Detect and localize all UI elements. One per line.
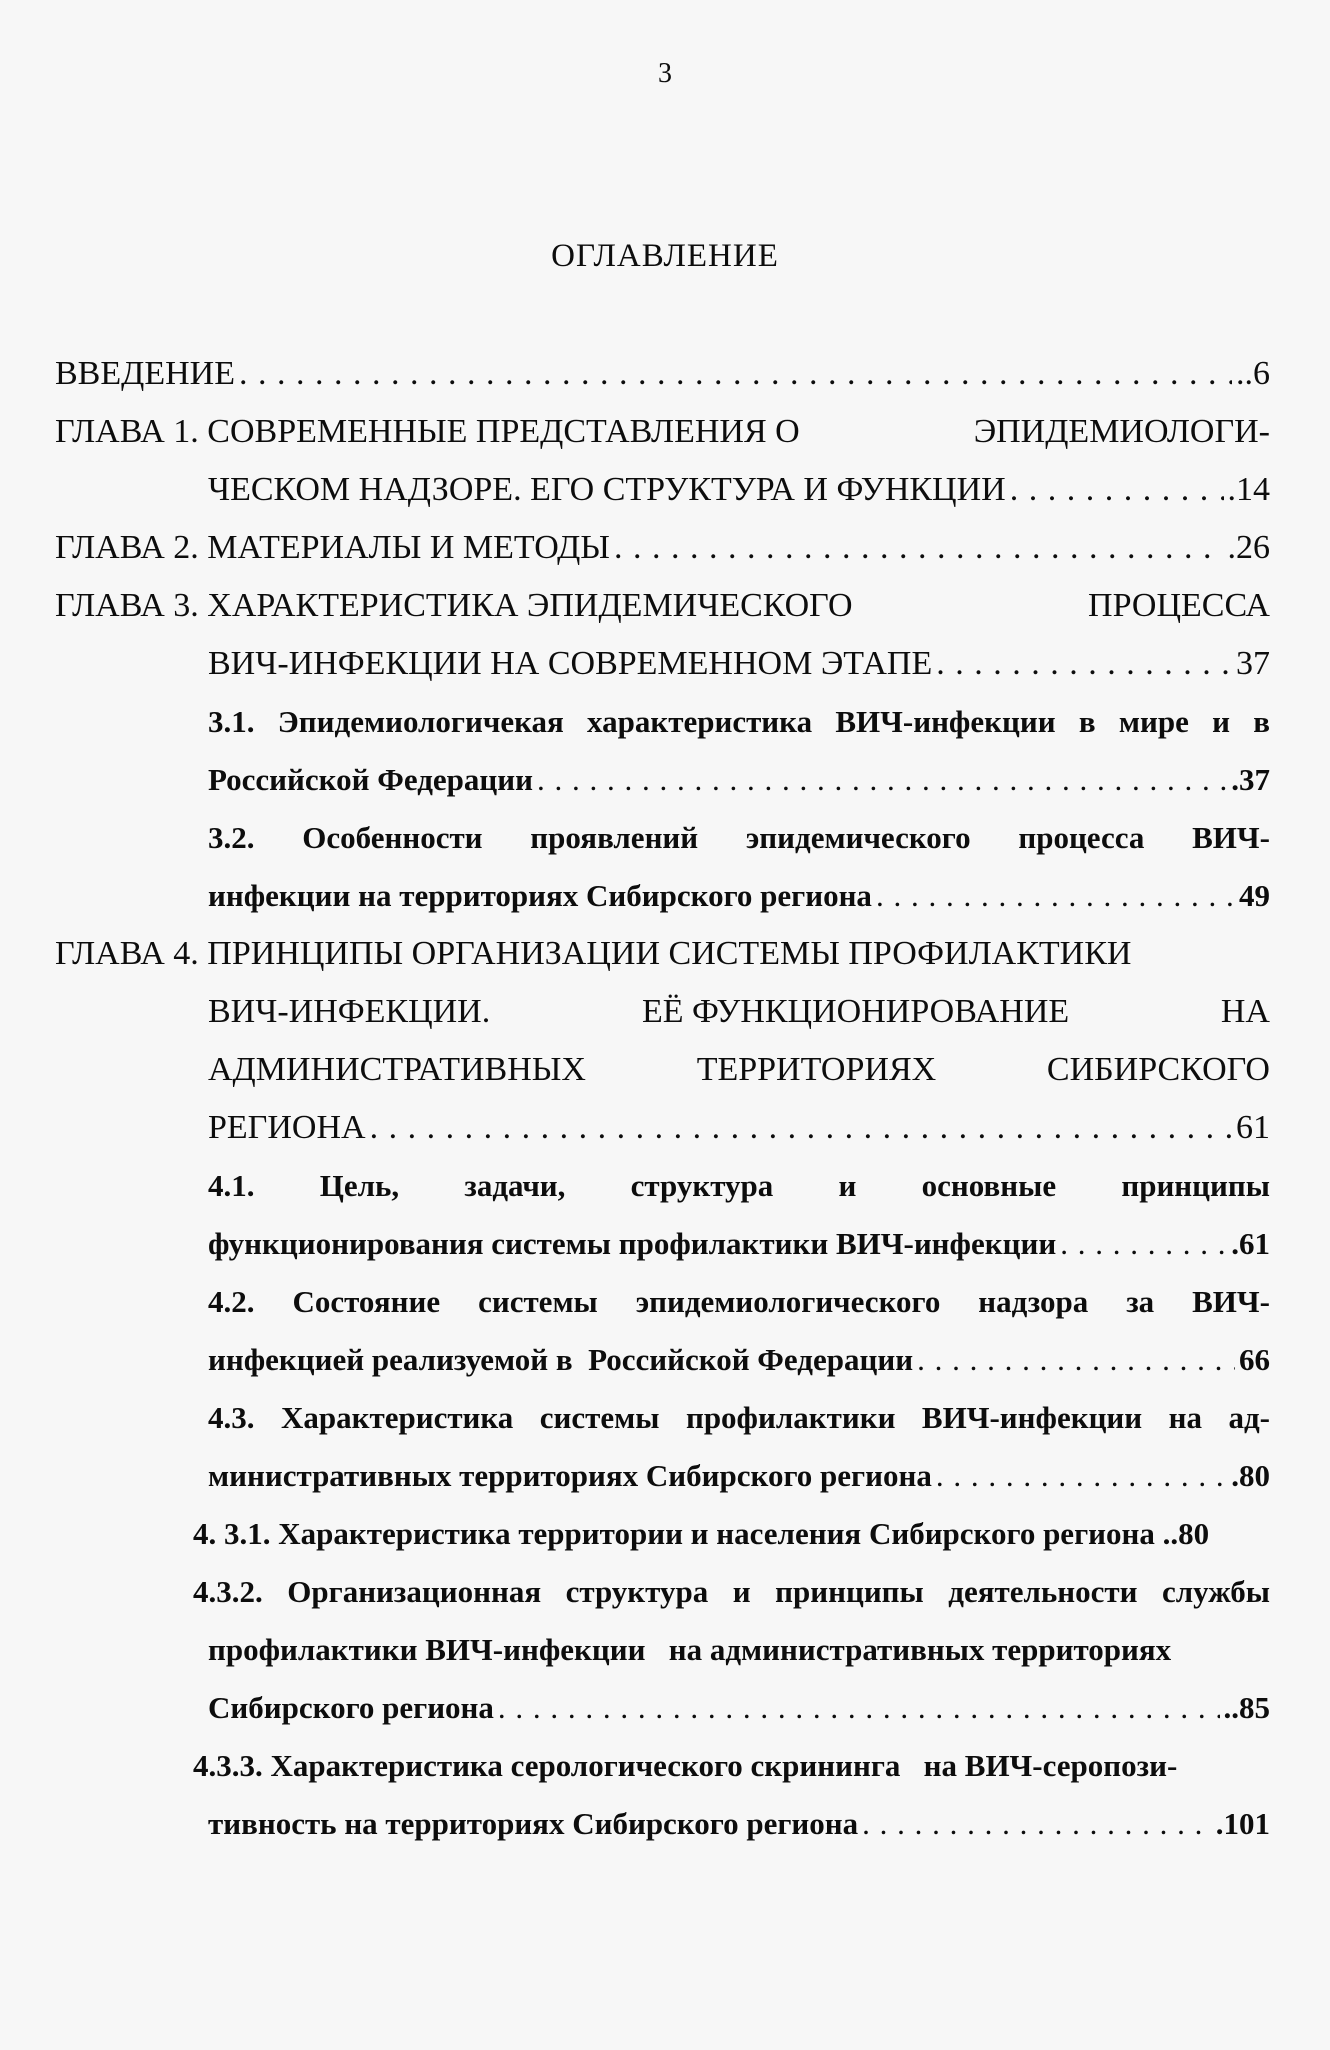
table-of-contents (55, 345, 1270, 1853)
entry-page: 49 (1239, 878, 1270, 913)
dot-leader (917, 1331, 1235, 1389)
entry-text: ГЛАВА 2. МАТЕРИАЛЫ И МЕТОДЫ (55, 529, 610, 566)
entry-text: Особенности (302, 820, 483, 855)
entry-text: 4.3.2. Организационная структура и принципы деятельности службы (193, 1574, 1270, 1609)
entry-text: РЕГИОНА (208, 1109, 366, 1146)
entry-text: основные (921, 1168, 1057, 1203)
toc-entry-section-4-3[interactable] (55, 1389, 1270, 1505)
entry-text: ВИЧ- (1192, 820, 1270, 855)
entry-text: ВВЕДЕНИЕ (55, 355, 235, 392)
entry-text: тивность на территориях Сибирского региона (208, 1806, 859, 1841)
toc-entry-section-4-3-3[interactable] (55, 1737, 1270, 1853)
entry-text: Российской Федерации (208, 762, 533, 797)
entry-text: и (838, 1168, 857, 1203)
dot-leader (936, 1447, 1227, 1505)
entry-page: ..85 (1223, 1690, 1270, 1725)
dot-leader (862, 1795, 1212, 1853)
entry-page: .26 (1227, 529, 1270, 566)
entry-text: ГЛАВА 3. ХАРАКТЕРИСТИКА ЭПИДЕМИЧЕСКОГО (55, 587, 853, 624)
entry-text: процесса (1018, 820, 1145, 855)
dot-leader (537, 751, 1227, 809)
entry-text: ЕЁ ФУНКЦИОНИРОВАНИЕ (641, 993, 1070, 1030)
entry-page: .80 (1231, 1458, 1270, 1493)
entry-text: инфекции на территориях Сибирского региона (208, 878, 872, 913)
entry-text: ВИЧ-ИНФЕКЦИИ. (208, 993, 491, 1030)
entry-page: .101 (1215, 1806, 1270, 1841)
toc-entry-chapter-2[interactable] (55, 519, 1270, 577)
entry-text: министративных территориях Сибирского региона (208, 1458, 932, 1493)
dot-leader (1010, 461, 1224, 519)
entry-text: ПРОЦЕССА (1088, 587, 1270, 624)
entry-text: задачи, (464, 1168, 566, 1203)
dot-leader (614, 519, 1224, 577)
dot-leader (498, 1679, 1220, 1737)
toc-entry-chapter-4[interactable] (55, 925, 1270, 1157)
entry-text: 4.1. (208, 1168, 255, 1203)
entry-text: 4.3. Характеристика системы профилактики ВИЧ-инфекции на ад- (208, 1400, 1270, 1435)
entry-text: Сибирского региона (208, 1690, 494, 1725)
entry-text: проявлений (530, 820, 699, 855)
toc-entry-chapter-1[interactable] (55, 403, 1270, 519)
entry-text: ВИЧ-ИНФЕКЦИИ НА СОВРЕМЕННОМ ЭТАПЕ (208, 645, 933, 682)
entry-text: 3.1. Эпидемиологичекая характеристика ВИЧ-инфекции в мире и в (208, 704, 1270, 739)
entry-page: ..6 (1236, 355, 1270, 392)
toc-title: ОГЛАВЛЕНИЕ (551, 238, 779, 274)
toc-entry-section-4-1[interactable] (55, 1157, 1270, 1273)
entry-text: профилактики ВИЧ-инфекции на административных территориях (208, 1632, 1172, 1667)
entry-page: .61 (1231, 1226, 1270, 1261)
entry-text: Цель, (319, 1168, 400, 1203)
page-number: 3 (658, 58, 672, 89)
dot-leader (370, 1099, 1232, 1157)
entry-text: СИБИРСКОГО (1046, 1051, 1270, 1088)
entry-text: АДМИНИСТРАТИВНЫХ (208, 1051, 586, 1088)
entry-text: ГЛАВА 1. СОВРЕМЕННЫЕ ПРЕДСТАВЛЕНИЯ О (55, 413, 800, 450)
entry-text: структура (630, 1168, 774, 1203)
dot-leader (936, 635, 1232, 693)
dot-leader (1060, 1215, 1227, 1273)
entry-page: .14 (1227, 471, 1270, 508)
entry-text: принципы (1121, 1168, 1270, 1203)
entry-text: ТЕРРИТОРИЯХ (696, 1051, 937, 1088)
entry-text: НА (1220, 993, 1270, 1030)
entry-page: 37 (1236, 645, 1270, 682)
entry-text: 3.2. (208, 820, 255, 855)
toc-entry-section-4-3-1[interactable] (55, 1505, 1270, 1563)
toc-entry-intro[interactable] (55, 345, 1270, 403)
entry-text: функционирования системы профилактики ВИЧ-инфекции (208, 1226, 1057, 1261)
toc-entry-section-3-2[interactable] (55, 809, 1270, 925)
entry-text: ЭПИДЕМИОЛОГИ- (973, 413, 1270, 450)
entry-page: .37 (1231, 762, 1270, 797)
toc-entry-section-3-1[interactable] (55, 693, 1270, 809)
entry-text: ЧЕСКОМ НАДЗОРЕ. ЕГО СТРУКТУРА И ФУНКЦИИ (208, 471, 1006, 508)
entry-page: 66 (1239, 1342, 1270, 1377)
entry-text: 4. 3.1. Характеристика территории и населения Сибирского региона ..80 (193, 1516, 1210, 1551)
entry-text: инфекцией реализуемой в Российской Федерации (208, 1342, 914, 1377)
dot-leader (876, 867, 1235, 925)
entry-text: 4.3.3. Характеристика серологического скрининга на ВИЧ-серопози- (193, 1748, 1178, 1783)
toc-entry-section-4-3-2[interactable] (55, 1563, 1270, 1737)
dot-leader (239, 345, 1232, 403)
toc-entry-chapter-3[interactable] (55, 577, 1270, 693)
entry-text: эпидемического (745, 820, 971, 855)
entry-text: 4.2. Состояние системы эпидемиологического надзора за ВИЧ- (208, 1284, 1270, 1319)
entry-text: ГЛАВА 4. ПРИНЦИПЫ ОРГАНИЗАЦИИ СИСТЕМЫ ПРОФИЛАКТИКИ (55, 935, 1132, 972)
toc-entry-section-4-2[interactable] (55, 1273, 1270, 1389)
entry-page: 61 (1236, 1109, 1270, 1146)
